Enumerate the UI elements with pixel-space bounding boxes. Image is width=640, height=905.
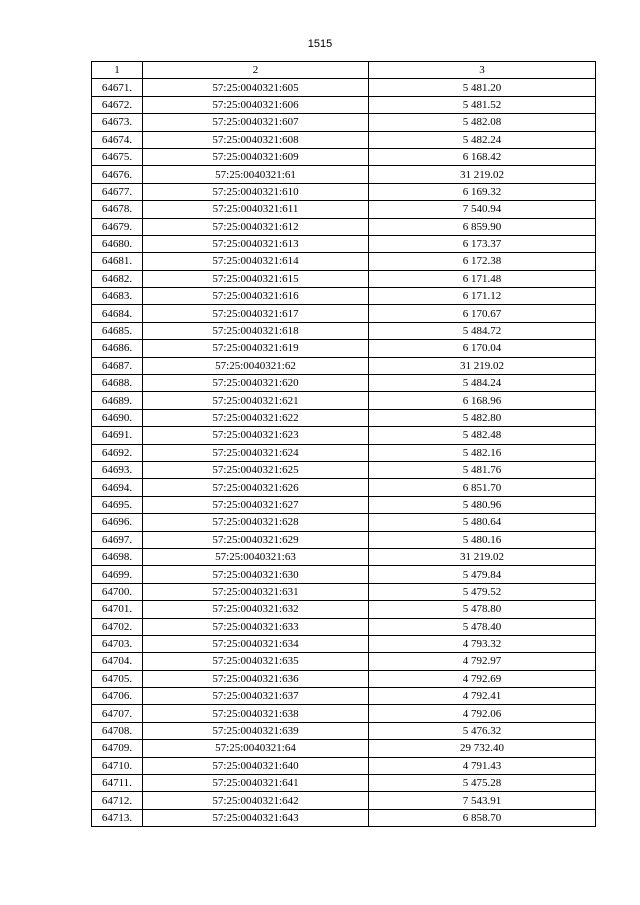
cadastral-number-cell: 57:25:0040321:614	[143, 253, 369, 270]
value-cell: 5 479.52	[369, 583, 596, 600]
table-row	[92, 757, 596, 774]
value-cell: 5 482.08	[369, 114, 596, 131]
table-row	[92, 96, 596, 113]
column-header-1: 1	[92, 62, 143, 79]
table-row	[92, 375, 596, 392]
cadastral-number-cell: 57:25:0040321:613	[143, 235, 369, 252]
value-cell: 5 479.84	[369, 566, 596, 583]
row-number-cell: 64690.	[92, 409, 143, 426]
value-cell: 5 482.48	[369, 427, 596, 444]
table-row	[92, 357, 596, 374]
table-row	[92, 288, 596, 305]
table-row	[92, 253, 596, 270]
row-number-cell: 64673.	[92, 114, 143, 131]
value-cell: 29 732.40	[369, 740, 596, 757]
row-number-cell: 64684.	[92, 305, 143, 322]
cadastral-number-cell: 57:25:0040321:606	[143, 96, 369, 113]
cadastral-number-cell: 57:25:0040321:608	[143, 131, 369, 148]
row-number-cell: 64705.	[92, 670, 143, 687]
cadastral-number-cell: 57:25:0040321:637	[143, 688, 369, 705]
table-row	[92, 183, 596, 200]
cadastral-number-cell: 57:25:0040321:623	[143, 427, 369, 444]
row-number-cell: 64710.	[92, 757, 143, 774]
table-row	[92, 775, 596, 792]
cadastral-number-cell: 57:25:0040321:633	[143, 618, 369, 635]
value-cell: 4 793.32	[369, 635, 596, 652]
table-row	[92, 166, 596, 183]
row-number-cell: 64706.	[92, 688, 143, 705]
table-header-row	[92, 62, 596, 79]
cadastral-number-cell: 57:25:0040321:631	[143, 583, 369, 600]
value-cell: 6 170.04	[369, 340, 596, 357]
value-cell: 6 172.38	[369, 253, 596, 270]
table-row	[92, 427, 596, 444]
cadastral-number-cell: 57:25:0040321:630	[143, 566, 369, 583]
cadastral-number-cell: 57:25:0040321:635	[143, 653, 369, 670]
row-number-cell: 64674.	[92, 131, 143, 148]
table-row	[92, 722, 596, 739]
value-cell: 4 792.97	[369, 653, 596, 670]
row-number-cell: 64681.	[92, 253, 143, 270]
table-row	[92, 635, 596, 652]
cadastral-number-cell: 57:25:0040321:62	[143, 357, 369, 374]
value-cell: 31 219.02	[369, 357, 596, 374]
table-row	[92, 148, 596, 165]
value-cell: 6 859.90	[369, 218, 596, 235]
row-number-cell: 64671.	[92, 79, 143, 96]
cadastral-number-cell: 57:25:0040321:622	[143, 409, 369, 426]
row-number-cell: 64707.	[92, 705, 143, 722]
table-row	[92, 740, 596, 757]
row-number-cell: 64675.	[92, 148, 143, 165]
row-number-cell: 64686.	[92, 340, 143, 357]
value-cell: 5 482.24	[369, 131, 596, 148]
column-header-2: 2	[143, 62, 369, 79]
row-number-cell: 64708.	[92, 722, 143, 739]
table-row	[92, 601, 596, 618]
cadastral-number-cell: 57:25:0040321:61	[143, 166, 369, 183]
table-row	[92, 218, 596, 235]
value-cell: 6 169.32	[369, 183, 596, 200]
value-cell: 6 173.37	[369, 235, 596, 252]
value-cell: 31 219.02	[369, 166, 596, 183]
cadastral-number-cell: 57:25:0040321:639	[143, 722, 369, 739]
row-number-cell: 64683.	[92, 288, 143, 305]
cadastral-number-cell: 57:25:0040321:63	[143, 548, 369, 565]
table-row	[92, 409, 596, 426]
cadastral-number-cell: 57:25:0040321:641	[143, 775, 369, 792]
value-cell: 5 480.64	[369, 514, 596, 531]
table-body	[92, 79, 596, 827]
row-number-cell: 64687.	[92, 357, 143, 374]
cadastral-number-cell: 57:25:0040321:634	[143, 635, 369, 652]
table-row	[92, 566, 596, 583]
table-row	[92, 792, 596, 809]
row-number-cell: 64691.	[92, 427, 143, 444]
value-cell: 5 484.24	[369, 375, 596, 392]
row-number-cell: 64685.	[92, 322, 143, 339]
row-number-cell: 64696.	[92, 514, 143, 531]
table-row	[92, 688, 596, 705]
row-number-cell: 64679.	[92, 218, 143, 235]
cadastral-value-table	[91, 61, 596, 827]
row-number-cell: 64702.	[92, 618, 143, 635]
table-row	[92, 670, 596, 687]
value-cell: 31 219.02	[369, 548, 596, 565]
table-row	[92, 479, 596, 496]
row-number-cell: 64713.	[92, 809, 143, 826]
cadastral-number-cell: 57:25:0040321:640	[143, 757, 369, 774]
row-number-cell: 64680.	[92, 235, 143, 252]
cadastral-number-cell: 57:25:0040321:642	[143, 792, 369, 809]
cadastral-number-cell: 57:25:0040321:626	[143, 479, 369, 496]
value-cell: 6 851.70	[369, 479, 596, 496]
value-cell: 5 480.96	[369, 496, 596, 513]
table-row	[92, 444, 596, 461]
cadastral-number-cell: 57:25:0040321:618	[143, 322, 369, 339]
row-number-cell: 64694.	[92, 479, 143, 496]
value-cell: 4 791.43	[369, 757, 596, 774]
row-number-cell: 64695.	[92, 496, 143, 513]
table-row	[92, 305, 596, 322]
value-cell: 5 481.76	[369, 461, 596, 478]
cadastral-number-cell: 57:25:0040321:643	[143, 809, 369, 826]
table-row	[92, 131, 596, 148]
value-cell: 5 481.52	[369, 96, 596, 113]
cadastral-number-cell: 57:25:0040321:616	[143, 288, 369, 305]
table-row	[92, 653, 596, 670]
table-row	[92, 114, 596, 131]
value-cell: 5 478.40	[369, 618, 596, 635]
column-header-3: 3	[369, 62, 596, 79]
cadastral-number-cell: 57:25:0040321:617	[143, 305, 369, 322]
value-cell: 7 540.94	[369, 201, 596, 218]
value-cell: 6 168.42	[369, 148, 596, 165]
row-number-cell: 64693.	[92, 461, 143, 478]
value-cell: 6 171.48	[369, 270, 596, 287]
cadastral-number-cell: 57:25:0040321:619	[143, 340, 369, 357]
value-cell: 6 171.12	[369, 288, 596, 305]
row-number-cell: 64697.	[92, 531, 143, 548]
table-row	[92, 461, 596, 478]
row-number-cell: 64677.	[92, 183, 143, 200]
value-cell: 6 168.96	[369, 392, 596, 409]
value-cell: 4 792.06	[369, 705, 596, 722]
table-row	[92, 548, 596, 565]
value-cell: 6 858.70	[369, 809, 596, 826]
table-row	[92, 392, 596, 409]
table-row	[92, 340, 596, 357]
table-row	[92, 531, 596, 548]
table-row	[92, 235, 596, 252]
cadastral-number-cell: 57:25:0040321:621	[143, 392, 369, 409]
row-number-cell: 64704.	[92, 653, 143, 670]
table-row	[92, 270, 596, 287]
row-number-cell: 64703.	[92, 635, 143, 652]
row-number-cell: 64692.	[92, 444, 143, 461]
value-cell: 4 792.69	[369, 670, 596, 687]
table-row	[92, 496, 596, 513]
row-number-cell: 64682.	[92, 270, 143, 287]
cadastral-number-cell: 57:25:0040321:64	[143, 740, 369, 757]
value-cell: 5 482.80	[369, 409, 596, 426]
table-row	[92, 201, 596, 218]
cadastral-number-cell: 57:25:0040321:611	[143, 201, 369, 218]
cadastral-number-cell: 57:25:0040321:610	[143, 183, 369, 200]
table-row	[92, 514, 596, 531]
row-number-cell: 64698.	[92, 548, 143, 565]
cadastral-number-cell: 57:25:0040321:607	[143, 114, 369, 131]
value-cell: 5 475.28	[369, 775, 596, 792]
cadastral-number-cell: 57:25:0040321:638	[143, 705, 369, 722]
value-cell: 5 482.16	[369, 444, 596, 461]
table-row	[92, 79, 596, 96]
cadastral-number-cell: 57:25:0040321:609	[143, 148, 369, 165]
row-number-cell: 64700.	[92, 583, 143, 600]
row-number-cell: 64688.	[92, 375, 143, 392]
value-cell: 5 480.16	[369, 531, 596, 548]
value-cell: 5 481.20	[369, 79, 596, 96]
value-cell: 6 170.67	[369, 305, 596, 322]
cadastral-number-cell: 57:25:0040321:615	[143, 270, 369, 287]
row-number-cell: 64711.	[92, 775, 143, 792]
value-cell: 5 478.80	[369, 601, 596, 618]
row-number-cell: 64701.	[92, 601, 143, 618]
table-row	[92, 583, 596, 600]
cadastral-number-cell: 57:25:0040321:620	[143, 375, 369, 392]
row-number-cell: 64699.	[92, 566, 143, 583]
cadastral-number-cell: 57:25:0040321:627	[143, 496, 369, 513]
table-row	[92, 618, 596, 635]
cadastral-number-cell: 57:25:0040321:605	[143, 79, 369, 96]
table-row	[92, 705, 596, 722]
value-cell: 4 792.41	[369, 688, 596, 705]
table-row	[92, 322, 596, 339]
cadastral-number-cell: 57:25:0040321:628	[143, 514, 369, 531]
value-cell: 7 543.91	[369, 792, 596, 809]
cadastral-number-cell: 57:25:0040321:632	[143, 601, 369, 618]
cadastral-number-cell: 57:25:0040321:636	[143, 670, 369, 687]
row-number-cell: 64709.	[92, 740, 143, 757]
cadastral-number-cell: 57:25:0040321:629	[143, 531, 369, 548]
cadastral-number-cell: 57:25:0040321:625	[143, 461, 369, 478]
row-number-cell: 64676.	[92, 166, 143, 183]
cadastral-number-cell: 57:25:0040321:624	[143, 444, 369, 461]
value-cell: 5 484.72	[369, 322, 596, 339]
row-number-cell: 64672.	[92, 96, 143, 113]
row-number-cell: 64712.	[92, 792, 143, 809]
row-number-cell: 64689.	[92, 392, 143, 409]
row-number-cell: 64678.	[92, 201, 143, 218]
table-row	[92, 809, 596, 826]
page-number: 1515	[307, 38, 333, 50]
cadastral-number-cell: 57:25:0040321:612	[143, 218, 369, 235]
value-cell: 5 476.32	[369, 722, 596, 739]
